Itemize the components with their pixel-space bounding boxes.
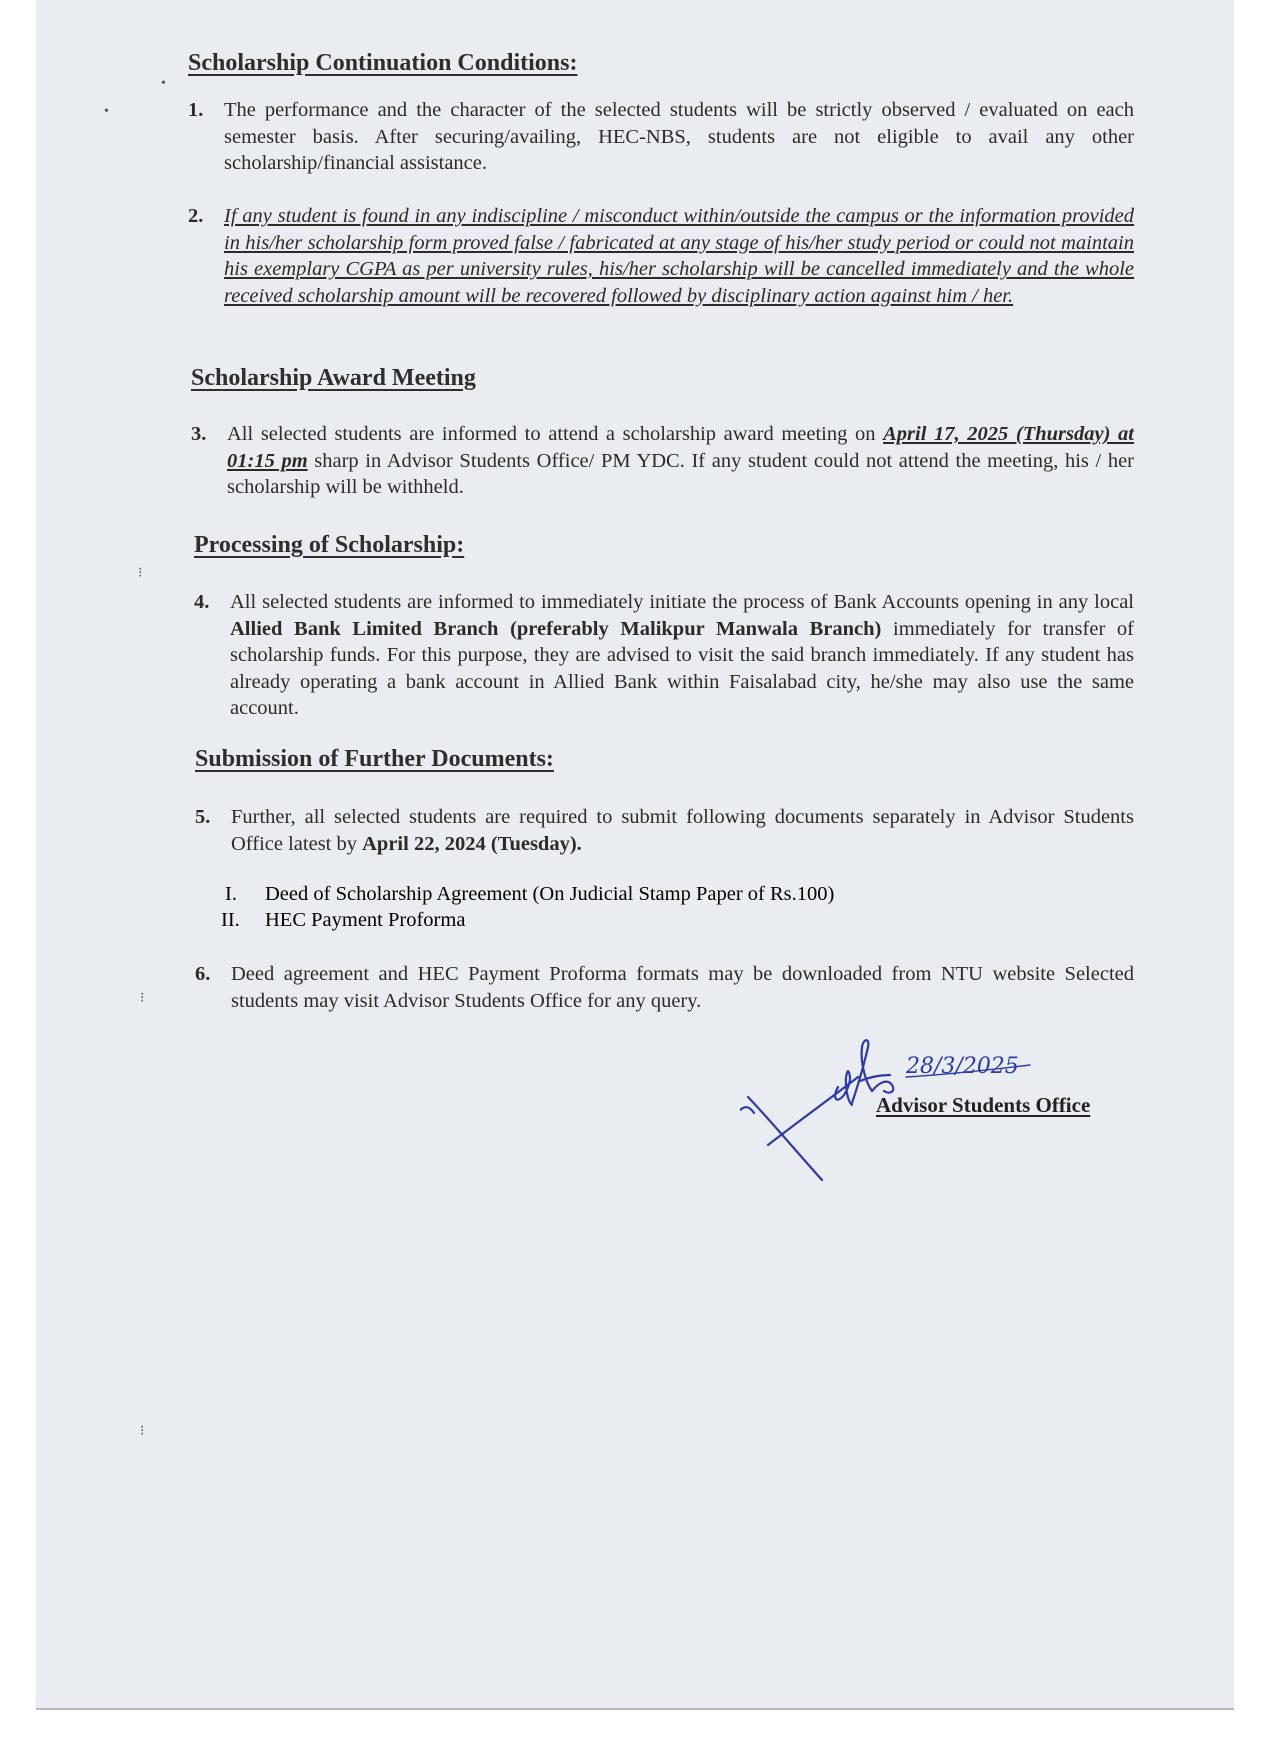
item-1 [188, 97, 1134, 177]
scan-speck: • [161, 76, 166, 91]
item-3-text-before: All selected students are informed to attend a scholarship award meeting on [227, 423, 884, 445]
item-3-text [227, 421, 1134, 501]
item-3-number: 3. [191, 423, 207, 445]
item-2 [188, 203, 1134, 309]
scan-speck: ⁝ [140, 991, 145, 1006]
page-edge-shadow [36, 1708, 1234, 1710]
item-3 [191, 421, 1134, 501]
item-4 [194, 589, 1134, 722]
advisor-students-office-label: Advisor Students Office [876, 1093, 1091, 1117]
item-5-number: 5. [195, 806, 211, 828]
item-4-text [230, 589, 1134, 722]
item-2-text: If any student is found in any indiscipline / misconduct within/outside the campus or the information provided in his/her scholarship form proved false / fabricated at any stage of his/her study period or could not maintain his exemplary CGPA as per university rules, his/her scholarship will be cancelled immediately and the whole received scholarship amount will be recovered followed by disciplinary action against him / her. [224, 205, 1134, 307]
item-4-text-before: All selected students are informed to immediately initiate the process of Bank Accounts opening in any local [230, 591, 1134, 613]
item-4-number: 4. [194, 591, 210, 613]
signature-date: 28/3/2025 [906, 1054, 1019, 1079]
item-1-text: The performance and the character of the selected students will be strictly observed / evaluated on each semester basis. After securing/availing, HEC-NBS, students are not eligible to avail any other scholarship/financial assistance. [224, 99, 1134, 174]
item-2-number: 2. [188, 205, 204, 227]
meeting-date: April 17, 2025 (Thursday) at 01:15 pm [227, 423, 1134, 472]
item-4-text-after: immediately for transfer of scholarship funds. For this purpose, they are advised to visit the said branch immediately. If any student has already operating a bank account in Allied Bank within Faisalabad city, he/she may also use the same account. [230, 617, 1134, 719]
bank-branch: Allied Bank Limited Branch (preferably Malikpur Manwala Branch) [230, 617, 882, 640]
item-3-text-after: sharp in Advisor Students Office/ PM YDC. If any student could not attend the meeting, his / her scholarship will be withheld. [227, 449, 1135, 498]
item-6-number: 6. [195, 963, 211, 985]
document-list-item-1 [225, 881, 834, 907]
heading-award-meeting: Scholarship Award Meeting [191, 365, 476, 391]
item-5-text-before: Further, all selected students are required to submit following documents separately in Advisor Students Office latest by [231, 806, 1134, 855]
heading-further-documents: Submission of Further Documents: [195, 746, 554, 772]
document-list-text-2: HEC Payment Proforma [265, 909, 466, 931]
document-list-number-1: I. [225, 883, 237, 905]
heading-continuation: Scholarship Continuation Conditions: [188, 50, 578, 76]
submission-deadline: April 22, 2024 (Tuesday). [362, 832, 582, 855]
scan-speck: • [104, 104, 109, 119]
document-list-number-2: II. [221, 909, 240, 931]
item-5 [195, 804, 1134, 857]
heading-processing: Processing of Scholarship: [194, 532, 465, 558]
document-list-item-2 [221, 907, 465, 933]
scan-speck: ⁝ [140, 1424, 145, 1439]
scan-speck: ⁝ [138, 566, 143, 581]
item-6-text: Deed agreement and HEC Payment Proforma formats may be downloaded from NTU website Selected students may visit Advisor Students Office for any query. [231, 963, 1134, 1012]
document-list-text-1: Deed of Scholarship Agreement (On Judicial Stamp Paper of Rs.100) [265, 883, 835, 905]
item-1-number: 1. [188, 99, 204, 121]
item-5-text [231, 804, 1134, 857]
item-6 [195, 961, 1134, 1014]
